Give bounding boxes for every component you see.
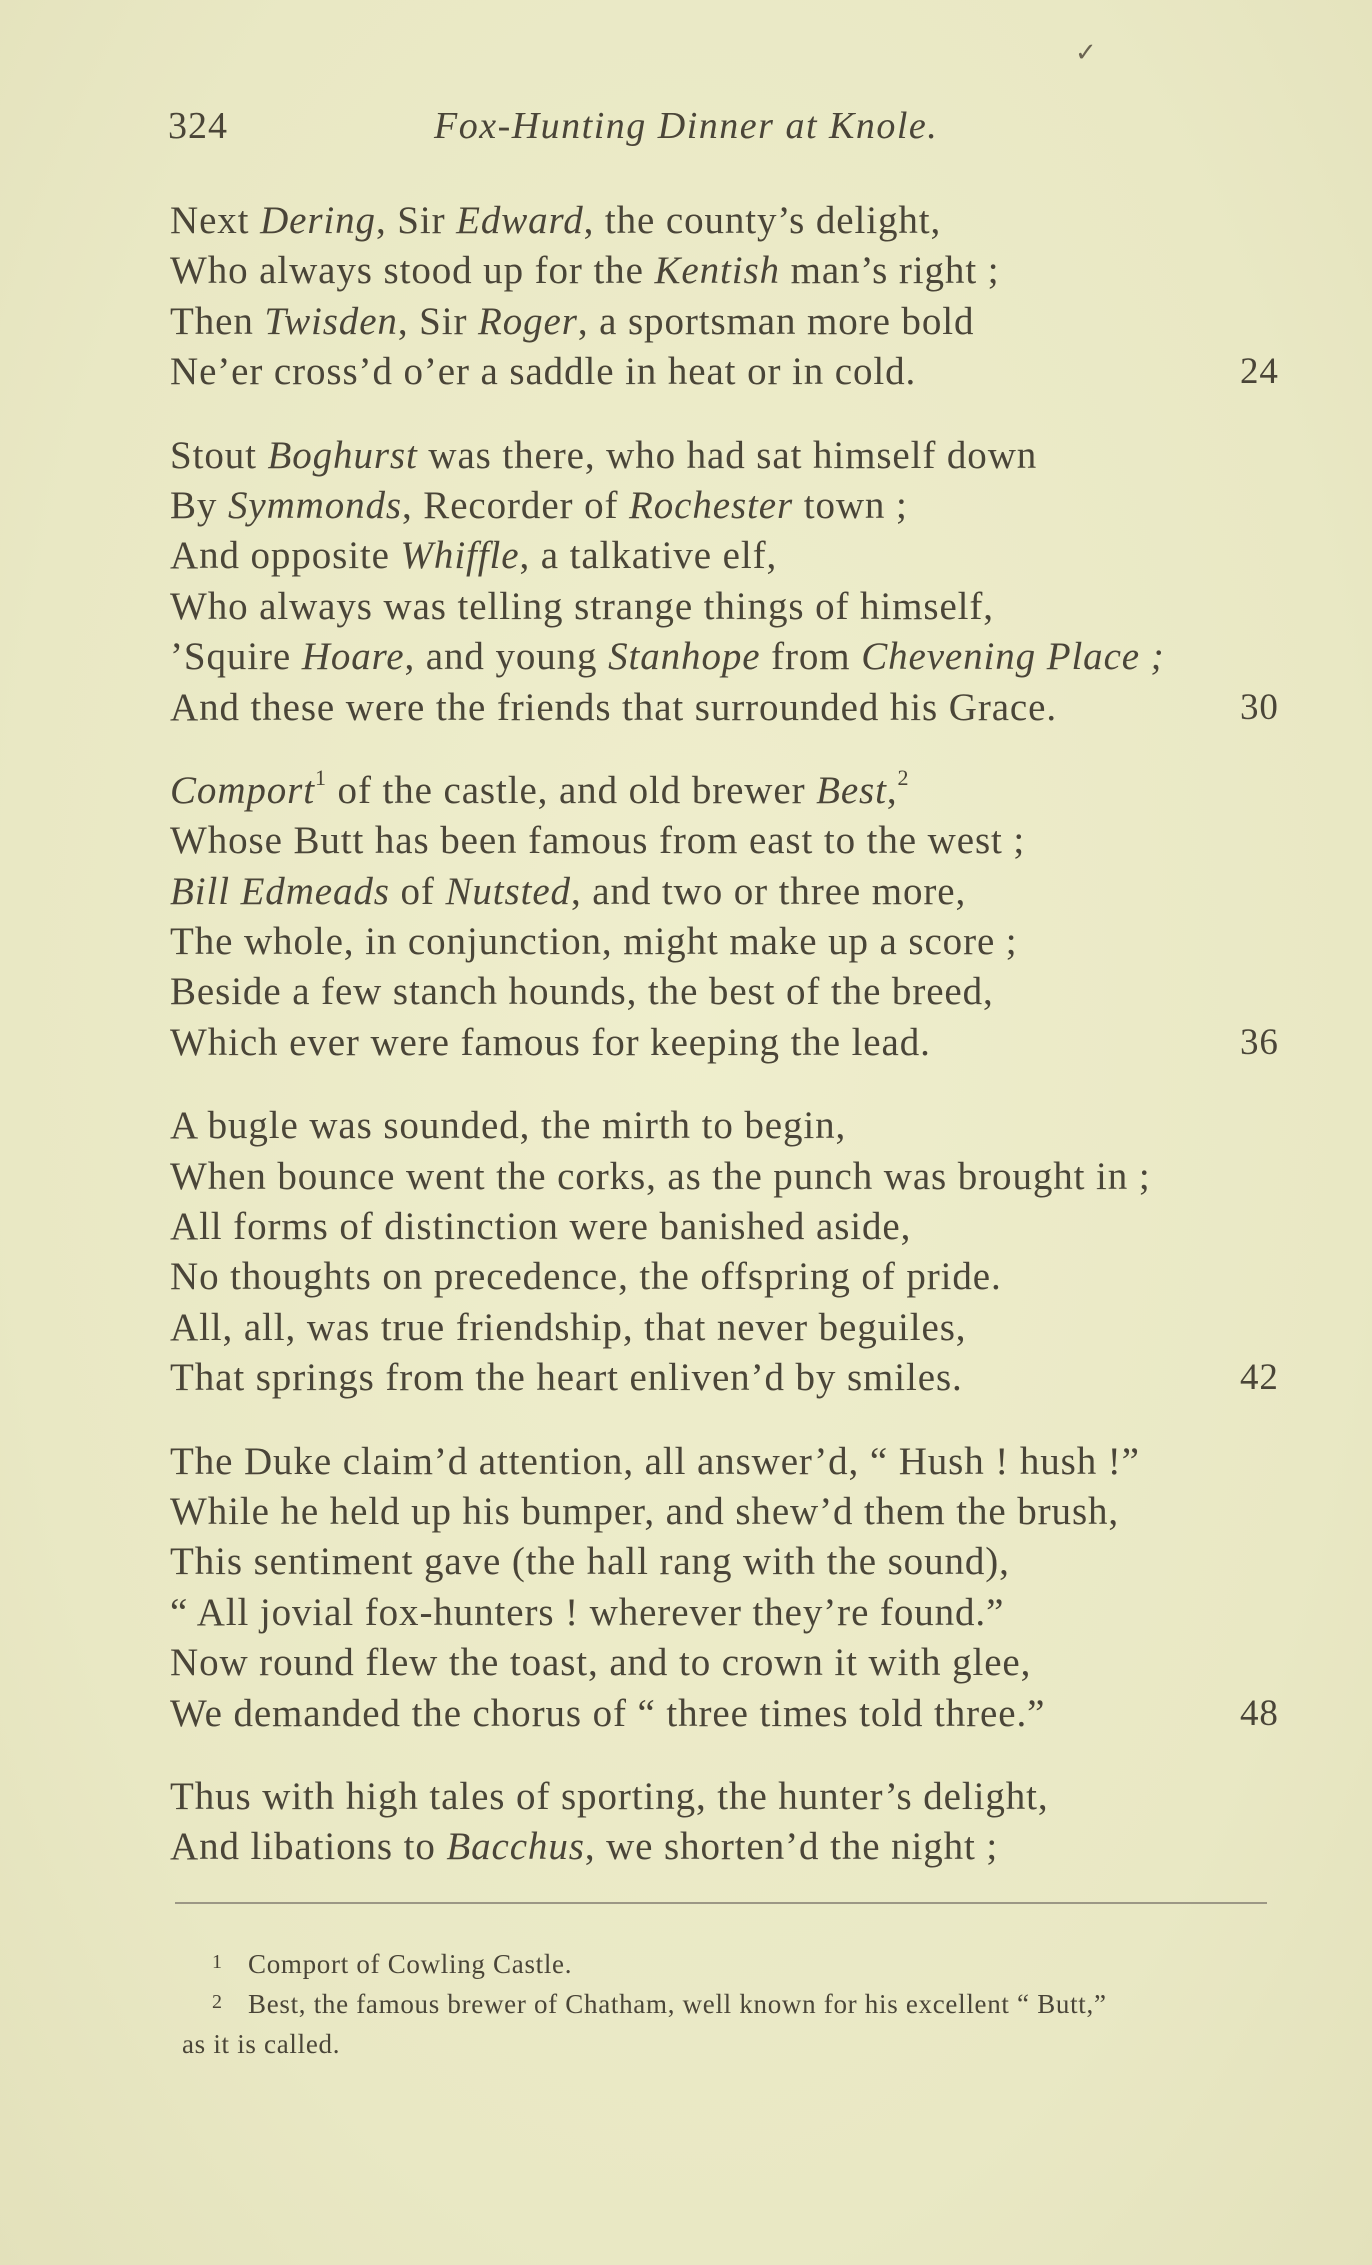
line-text: No thoughts on precedence, the offspring of pride. [170,1255,1002,1299]
line-text: ’Squire [170,635,302,679]
line-text: Thus with high tales of sporting, the hunter’s delight, [170,1774,1049,1818]
line-number: 24 [1240,351,1279,393]
line-text: And these were the friends that surrounded his Grace. [170,685,1057,729]
italic-name: Nutsted [445,869,571,913]
line-text: All forms of distinction were banished aside, [170,1205,912,1249]
poem-line [170,1822,1290,1872]
italic-name: Symmonds [227,483,402,527]
italic-name: Boghurst [267,433,418,477]
stanza [170,1437,1290,1739]
footnote-number: 2 [212,1991,223,2013]
line-text: man’s right ; [779,249,1000,293]
line-text: Ne’er cross’d o’er a saddle in heat or in cold. [170,350,917,394]
stanza [170,1101,1290,1403]
line-text: And opposite [170,534,401,578]
line-text: , the county’s delight, [583,199,942,242]
poem-line [170,582,1290,632]
line-text: Who always was telling strange things of himself, [170,584,994,628]
footnote-divider [175,1902,1267,1904]
poem-line [170,967,1290,1017]
line-text: , Recorder of [402,483,630,527]
line-text: , and young [404,635,609,679]
italic-name: Edward [456,199,584,242]
footnotes [182,1944,1282,2064]
poem-line [170,1588,1290,1638]
poem-line [170,347,1290,397]
line-text: A bugle was sounded, the mirth to begin, [170,1104,847,1148]
poem-line [170,1487,1290,1537]
line-text: Which ever were famous for keeping the lead. [170,1020,931,1064]
footnote [182,1944,1282,1984]
poem [170,196,1290,1906]
line-text: Next [170,199,261,242]
line-text: , [886,768,898,812]
poem-line [170,816,1290,866]
line-text: The Duke claim’d attention, all answer’d, “ Hush ! hush !” [170,1439,1140,1483]
page-number: 324 [168,105,228,147]
stanza [170,766,1290,1068]
italic-name: Comport [170,768,315,812]
italic-name: Twisden [264,299,398,343]
line-text: And libations to [170,1825,447,1869]
line-text: , a sportsman more bold [577,299,975,343]
line-text: Who always stood up for the [170,249,655,293]
footnote-ref: 2 [897,764,910,790]
running-title: Fox-Hunting Dinner at Knole. [434,105,939,147]
footnote-number: 1 [212,1951,223,1973]
stanza [170,431,1290,733]
poem-line [170,632,1290,682]
line-text: , Sir [397,299,478,343]
italic-name: Roger [478,299,578,343]
poem-line [170,1303,1290,1353]
line-number: 36 [1240,1021,1279,1063]
footnote-text: Comport of Cowling Castle. [248,1949,573,1979]
italic-name: Bill Edmeads [170,869,390,913]
poem-line [170,766,1290,816]
poem-line [170,196,1290,246]
poem-line [170,1152,1290,1202]
stanza [170,196,1290,398]
line-number: 42 [1240,1357,1279,1399]
line-text: , we shorten’d the night ; [584,1825,999,1869]
line-text: This sentiment gave (the hall rang with the sound), [170,1540,1010,1584]
poem-line [170,1772,1290,1822]
footnote-text: Best, the famous brewer of Chatham, well known for his excellent “ Butt,” [248,1989,1107,2019]
italic-name: Bacchus [446,1825,585,1869]
line-text: Whose Butt has been famous from east to the west ; [170,819,1026,863]
poem-line [170,867,1290,917]
poem-line [170,531,1290,581]
line-text: That springs from the heart enliven’d by smiles. [170,1356,963,1400]
line-text: Then [170,299,265,343]
poem-line [170,431,1290,481]
italic-name: Stanhope [608,635,761,679]
footnote [182,1984,1282,2024]
line-text: , Sir [375,199,457,242]
poem-line [170,1353,1290,1403]
line-number: 30 [1240,686,1279,728]
italic-name: Chevening Place ; [861,635,1165,679]
line-text: , a talkative elf, [519,534,778,578]
line-text: “ All jovial fox-hunters ! wherever they’re found.” [170,1590,1005,1634]
italic-name: Dering [260,199,376,242]
line-text: was there, who had sat himself down [417,433,1038,477]
italic-name: Rochester [629,483,794,527]
line-text: from [760,635,862,679]
poem-line [170,1018,1290,1068]
line-text: All, all, was true friendship, that never beguiles, [170,1305,967,1349]
line-text: While he held up his bumper, and shew’d them the brush, [170,1489,1120,1533]
italic-name: Kentish [654,249,780,293]
line-text: town ; [793,483,908,527]
poem-line [170,481,1290,531]
footnote-continuation: as it is called. [182,2029,341,2059]
poem-line [170,1437,1290,1487]
line-text: The whole, in conjunction, might make up a score ; [170,920,1018,964]
poem-line [170,917,1290,967]
line-text: We demanded the chorus of “ three times told three.” [170,1691,1046,1735]
italic-name: Best [816,768,887,812]
line-text: Now round flew the toast, and to crown it with glee, [170,1641,1032,1685]
footnote-ref: 1 [315,764,327,790]
poem-line [170,1202,1290,1252]
line-text: of the castle, and old brewer [326,768,817,812]
poem-line [170,683,1290,733]
stanza [170,1772,1290,1873]
line-text: , and two or three more, [570,869,967,913]
poem-line [170,246,1290,296]
line-text: Stout [170,433,268,477]
italic-name: Whiffle [400,534,520,578]
page-header [168,104,1068,154]
poem-line [170,1689,1290,1739]
poem-line [170,1638,1290,1688]
line-text: Beside a few stanch hounds, the best of the breed, [170,970,994,1014]
line-text: When bounce went the corks, as the punch was brought in ; [170,1154,1151,1198]
italic-name: Hoare [301,635,405,679]
poem-line [170,1101,1290,1151]
poem-line [170,1252,1290,1302]
poem-line [170,297,1290,347]
poem-line [170,1537,1290,1587]
line-text: of [389,869,446,913]
corner-mark: ✓ [1075,38,1097,67]
line-text: By [170,483,228,527]
line-number: 48 [1240,1692,1279,1734]
